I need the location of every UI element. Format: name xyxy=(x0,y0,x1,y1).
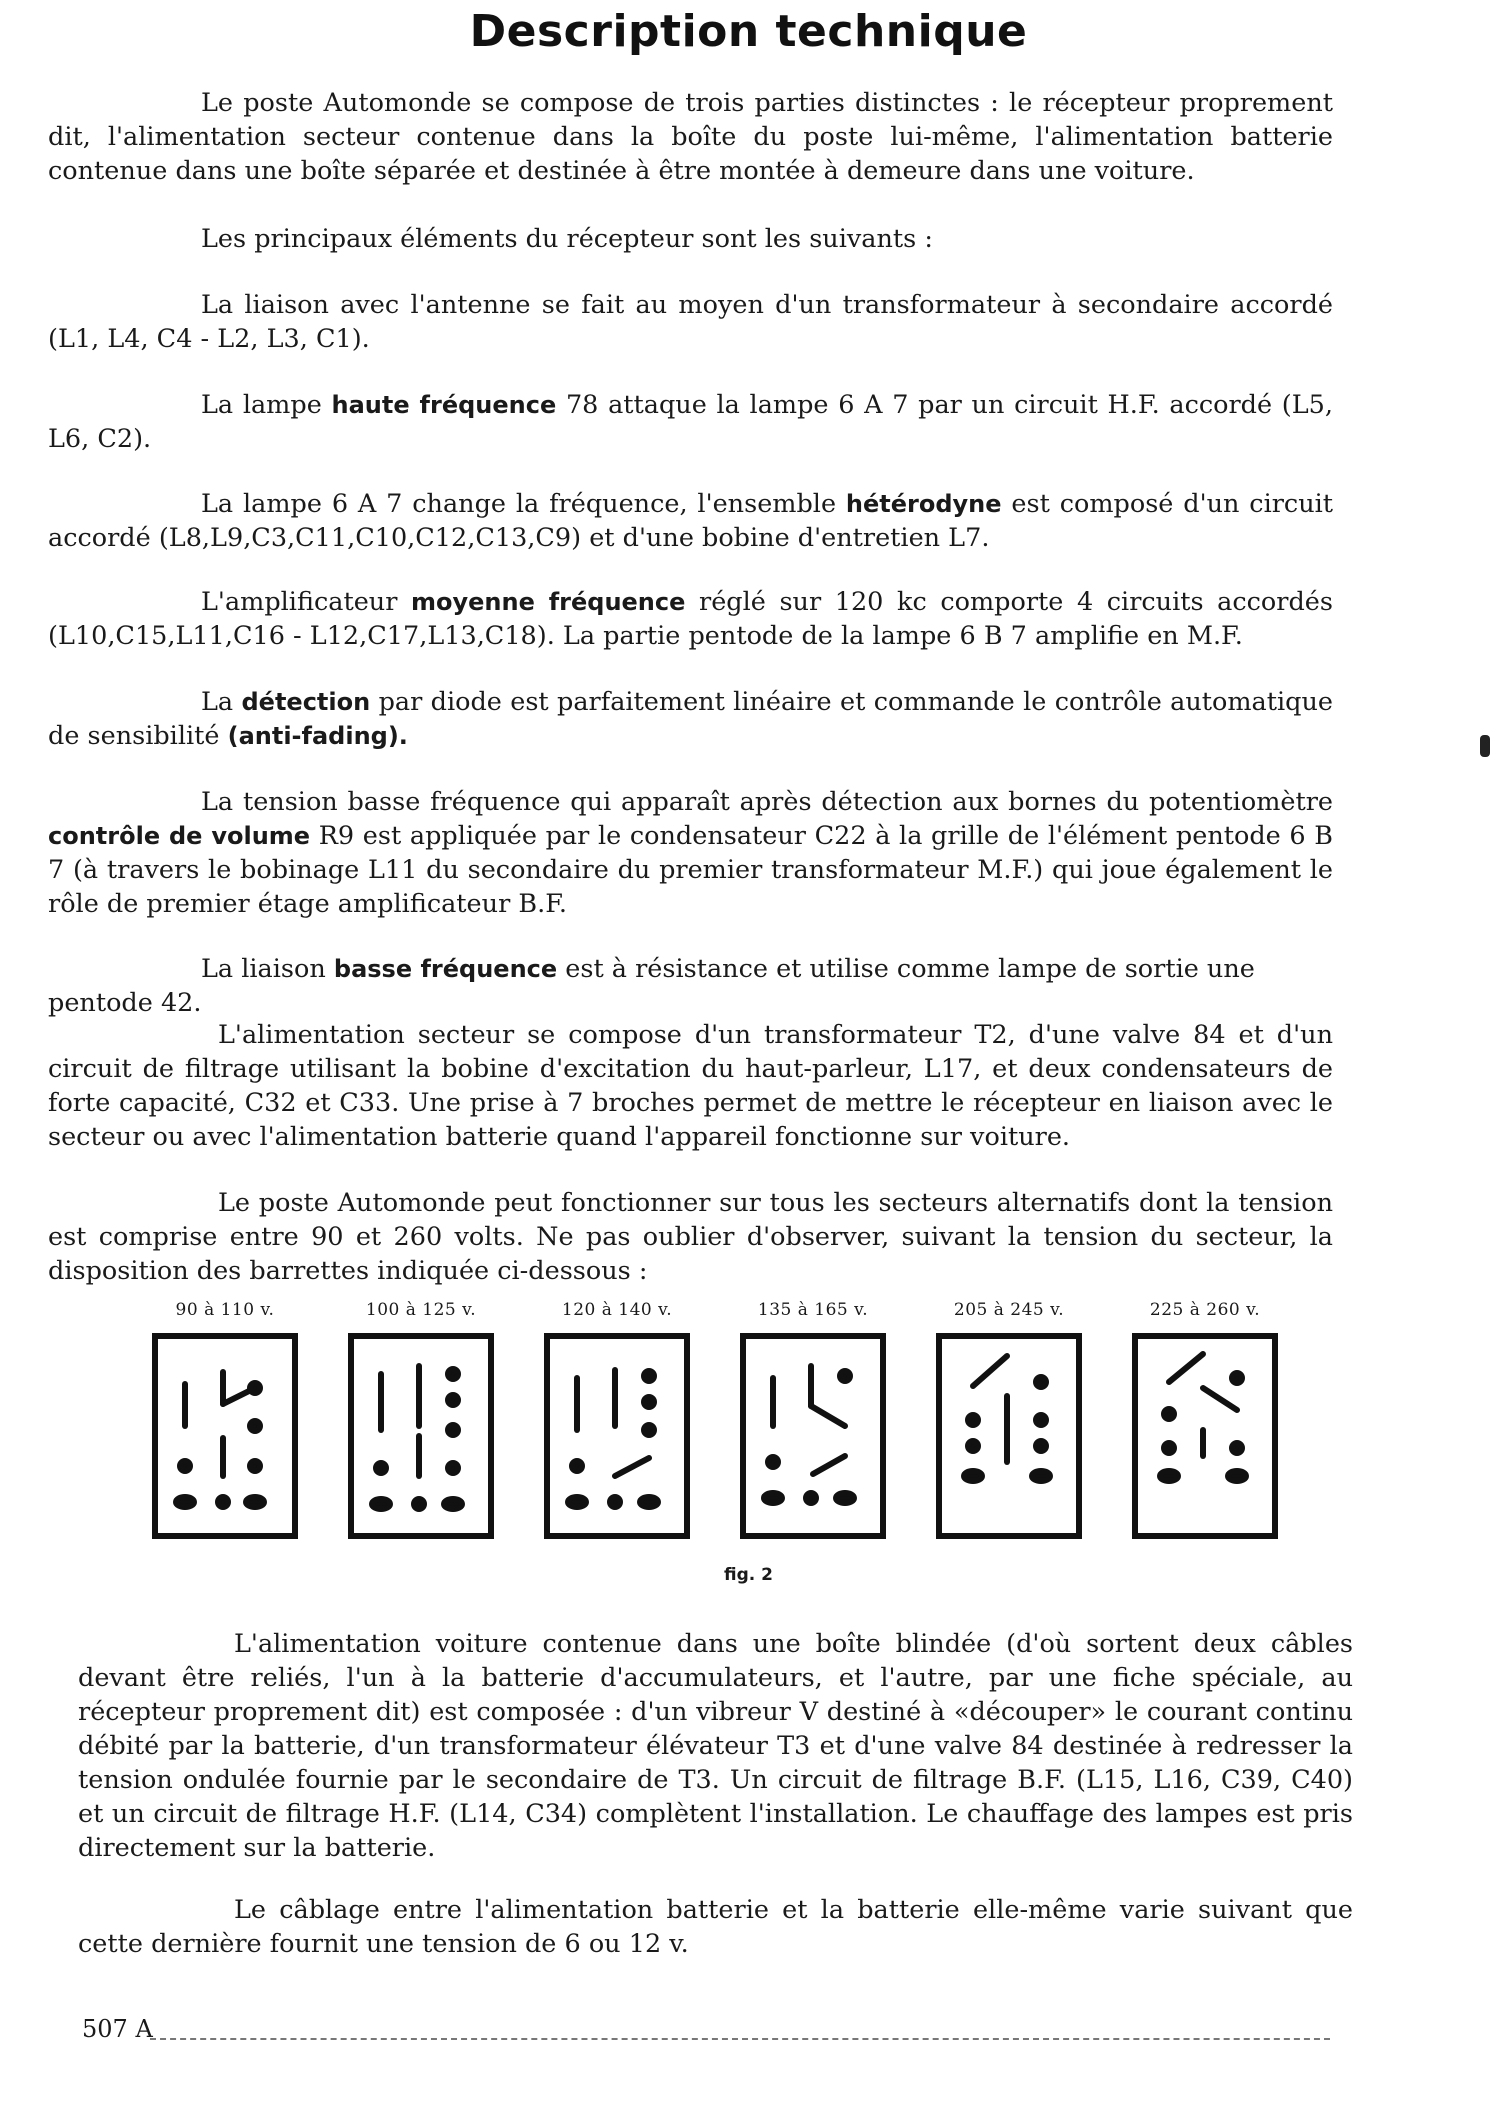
strip-diagram-2 xyxy=(341,1326,501,1546)
det-text-a: La xyxy=(201,687,234,717)
antenna-paragraph: La liaison avec l'antenne se fait au moyen d'un transformateur à secondaire accordé (L1, L4, C4 - L2, L3, C1). xyxy=(48,290,1333,354)
intro-paragraph: Le poste Automonde se compose de trois parties distinctes : le récepteur proprement dit, l'alimentation secteur contenue dans la boîte du poste lui-même, l'alimentation batterie contenue dans une boîte séparée et destinée à être montée à demeure dans une voiture. xyxy=(48,88,1333,186)
heterodyne-paragraph xyxy=(48,487,1333,555)
strip-panel-3 xyxy=(537,1300,697,1550)
bf-keyword: contrôle de volume xyxy=(48,822,311,850)
het-text-c: est composé d'un circuit accordé (L8,L9,C3,C11,C10,C12,C13,C9) et d'une bobine d'entretien L7. xyxy=(48,489,1334,553)
mf-text-a: L'amplificateur xyxy=(201,587,398,617)
strip-diagram-3 xyxy=(537,1326,697,1546)
strip-label-3: 120 à 140 v. xyxy=(561,1300,673,1320)
strip-label-1: 90 à 110 v. xyxy=(175,1300,275,1320)
scan-mark xyxy=(1480,735,1490,757)
lbf-keyword: basse fréquence xyxy=(333,955,558,983)
strip-panel-5 xyxy=(929,1300,1089,1550)
strip-diagram-5 xyxy=(929,1326,1089,1546)
mf-paragraph xyxy=(48,585,1333,653)
bf-text-a: La tension basse fréquence qui apparaît après détection aux bornes du potentiomètre xyxy=(201,787,1333,817)
strip-label-5: 205 à 245 v. xyxy=(953,1300,1065,1320)
strip-panel-6 xyxy=(1125,1300,1285,1550)
het-keyword: hétérodyne xyxy=(845,490,1002,518)
secteur-paragraph: L'alimentation secteur se compose d'un transformateur T2, d'une valve 84 et d'un circuit de filtrage utilisant la bobine d'excitation du haut-parleur, L17, et deux condensateurs de forte capacité, C32 et C33. Une prise à 7 broches permet de mettre le récepteur en liaison avec le secteur ou avec l'alimentation batterie quand l'appareil fonctionne sur voiture. xyxy=(48,1020,1333,1152)
hf-paragraph xyxy=(48,388,1333,456)
hf-text-a: La lampe xyxy=(201,390,322,420)
det-text-c: par diode est parfaitement linéaire et commande le contrôle automatique de sensibilité xyxy=(48,687,1333,751)
strip-diagram-4 xyxy=(733,1326,893,1546)
het-text-a: La lampe 6 A 7 change la fréquence, l'ensemble xyxy=(201,489,837,519)
strip-panel-1 xyxy=(145,1300,305,1550)
strip-label-4: 135 à 165 v. xyxy=(757,1300,869,1320)
figure-2 xyxy=(145,1300,1295,1560)
cablage-paragraph: Le câblage entre l'alimentation batterie et la batterie elle-même varie suivant que cette dernière fournit une tension de 6 ou 12 v. xyxy=(78,1895,1353,1959)
page-title: Description technique xyxy=(469,6,1028,57)
strip-panel-4 xyxy=(733,1300,893,1550)
strip-diagram-6 xyxy=(1125,1326,1285,1546)
strip-panel-2 xyxy=(341,1300,501,1550)
lbf-text-a: La liaison xyxy=(201,954,326,984)
elements-intro: Les principaux éléments du récepteur sont les suivants : xyxy=(201,224,933,254)
det-keyword-2: (anti-fading). xyxy=(227,722,408,750)
mf-text-c: réglé sur 120 kc comporte 4 circuits accordés (L10,C15,L11,C16 - L12,C17,L13,C18). La partie pentode de la lampe 6 B 7 amplifie en M.F. xyxy=(48,587,1333,651)
strip-label-2: 100 à 125 v. xyxy=(365,1300,477,1320)
bf-text-c: R9 est appliquée par le condensateur C22 à la grille de l'élément pentode 6 B 7 (à travers le bobinage L11 du secondaire du premier transformateur M.F.) qui joue également le rôle de premier étage amplificateur B.F. xyxy=(48,821,1334,919)
hf-keyword: haute fréquence xyxy=(331,391,557,419)
detection-paragraph xyxy=(48,685,1333,753)
det-keyword: détection xyxy=(241,688,371,716)
bf-paragraph xyxy=(48,785,1333,921)
lbf-continuation: pentode 42. xyxy=(48,988,202,1018)
lbf-paragraph xyxy=(48,952,1333,986)
strip-diagram-1 xyxy=(145,1326,305,1546)
voiture-paragraph: L'alimentation voiture contenue dans une boîte blindée (d'où sortent deux câbles devant être reliés, l'un à la batterie d'accumulateurs, et l'autre, par une fiche spéciale, au récepteur proprement dit) est composée : d'un vibreur V destiné à «découper» le courant continu débité par la batterie, d'un transformateur élévateur T3 et d'une valve 84 destinée à redresser la tension ondulée fournie par le secondaire de T3. Un circuit de filtrage B.F. (L15, L16, C39, C40) et un circuit de filtrage H.F. (L14, C34) complètent l'installation. Le chauffage des lampes est pris directement sur la batterie. xyxy=(78,1629,1353,1863)
footer-rule xyxy=(150,2038,1330,2044)
figure-caption: fig. 2 xyxy=(724,1565,773,1585)
strip-label-6: 225 à 260 v. xyxy=(1149,1300,1261,1320)
secteurs-range-paragraph: Le poste Automonde peut fonctionner sur tous les secteurs alternatifs dont la tension est comprise entre 90 et 260 volts. Ne pas oublier d'observer, suivant la tension du secteur, la disposition des barrettes indiquée ci-dessous : xyxy=(48,1188,1333,1286)
hf-text-c: 78 attaque la lampe 6 A 7 par un circuit H.F. accordé (L5, L6, C2). xyxy=(48,390,1333,454)
lbf-text-c: est à résistance et utilise comme lampe de sortie une xyxy=(565,954,1255,984)
page-number: 507 A xyxy=(82,2015,153,2043)
mf-keyword: moyenne fréquence xyxy=(411,588,686,616)
